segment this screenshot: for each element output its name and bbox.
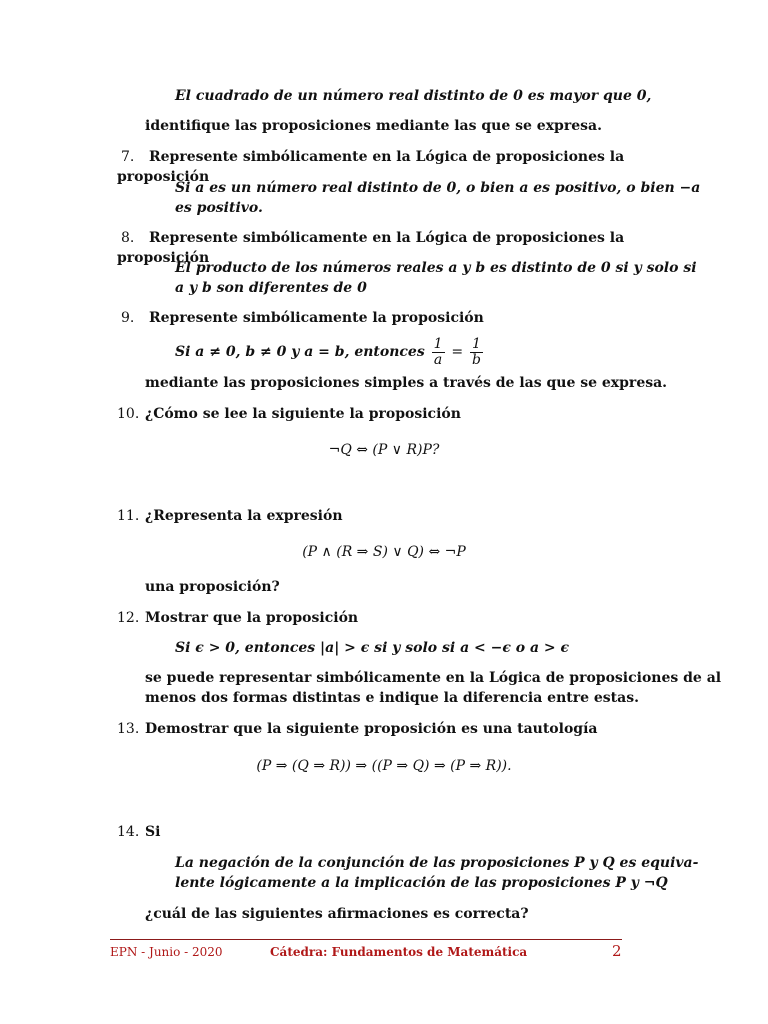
formula-prefix: Si a ≠ 0, b ≠ 0 y a = b, entonces bbox=[175, 344, 425, 360]
fraction-one-over-b bbox=[470, 337, 483, 368]
instruction-text: mediante las proposiciones simples a través de las que se expresa. bbox=[145, 375, 668, 391]
formula: ¬Q ⇔ (P ∨ R)P? bbox=[328, 442, 440, 458]
fraction-denominator: a bbox=[433, 351, 443, 368]
fraction-denominator: b bbox=[471, 351, 481, 368]
proposition-formula bbox=[175, 334, 485, 370]
question-number: 7. bbox=[121, 149, 135, 165]
proposition-text: es positivo. bbox=[175, 200, 263, 216]
footer-divider bbox=[110, 939, 622, 940]
proposition-text: a y b son diferentes de 0 bbox=[175, 280, 367, 296]
question-text: ¿Representa la expresión bbox=[145, 508, 343, 524]
question-11 bbox=[117, 506, 627, 526]
question-14 bbox=[117, 822, 627, 842]
equals-sign: = bbox=[451, 344, 464, 360]
question-number: 11. bbox=[117, 508, 140, 524]
fraction-one-over-a bbox=[432, 337, 445, 368]
footer-left: EPN - Junio - 2020 bbox=[110, 945, 223, 959]
question-9 bbox=[117, 308, 627, 328]
formula: (P ⇒ (Q ⇒ R)) ⇒ ((P ⇒ Q) ⇒ (P ⇒ R)). bbox=[256, 758, 512, 774]
question-12 bbox=[117, 608, 627, 628]
question-number: 13. bbox=[117, 721, 140, 737]
footer-center: Cátedra: Fundamentos de Matemática bbox=[270, 945, 528, 959]
instruction-text: ¿cuál de las siguientes afirmaciones es correcta? bbox=[145, 906, 529, 922]
question-text: Mostrar que la proposición bbox=[145, 610, 359, 626]
instruction-text: una proposición? bbox=[145, 579, 280, 595]
instruction-text: identifique las proposiciones mediante las que se expresa. bbox=[145, 118, 602, 134]
question-text: Represente simbólicamente en la Lógica de proposiciones la proposición bbox=[117, 149, 625, 185]
instruction-text: se puede representar simbólicamente en la Lógica de proposiciones de al bbox=[145, 670, 722, 686]
proposition-text: La negación de la conjunción de las proposiciones P y Q es equiva- bbox=[175, 855, 699, 871]
question-number: 10. bbox=[117, 406, 140, 422]
question-number: 8. bbox=[121, 230, 135, 246]
question-number: 12. bbox=[117, 610, 140, 626]
question-number: 9. bbox=[121, 310, 135, 326]
proposition-text: Si a es un número real distinto de 0, o bien a es positivo, o bien −a bbox=[175, 180, 701, 196]
proposition-text: Si ϵ > 0, entonces |a| > ϵ si y solo si a < −ϵ o a > ϵ bbox=[175, 640, 570, 656]
instruction-text: menos dos formas distintas e indique la diferencia entre estas. bbox=[145, 690, 639, 706]
question-text: ¿Cómo se lee la siguiente la proposición bbox=[145, 406, 461, 422]
question-text: Represente simbólicamente en la Lógica de proposiciones la proposición bbox=[117, 230, 625, 266]
proposition-text: lente lógicamente a la implicación de las proposiciones P y ¬Q bbox=[175, 875, 668, 891]
fraction-numerator: 1 bbox=[433, 335, 443, 352]
question-13 bbox=[117, 719, 627, 739]
question-text: Si bbox=[145, 824, 161, 840]
question-10 bbox=[117, 404, 627, 424]
page-number: 2 bbox=[612, 942, 622, 960]
statement-text: El cuadrado de un número real distinto de 0 es mayor que 0, bbox=[175, 88, 652, 104]
fraction-numerator: 1 bbox=[470, 337, 483, 353]
question-text: Represente simbólicamente la proposición bbox=[149, 310, 484, 326]
proposition-text: El producto de los números reales a y b es distinto de 0 si y solo si bbox=[175, 260, 697, 276]
question-text: Demostrar que la siguiente proposición es una tautología bbox=[145, 721, 598, 737]
formula: (P ∧ (R ⇒ S) ∨ Q) ⇔ ¬P bbox=[302, 544, 466, 560]
question-number: 14. bbox=[117, 824, 140, 840]
